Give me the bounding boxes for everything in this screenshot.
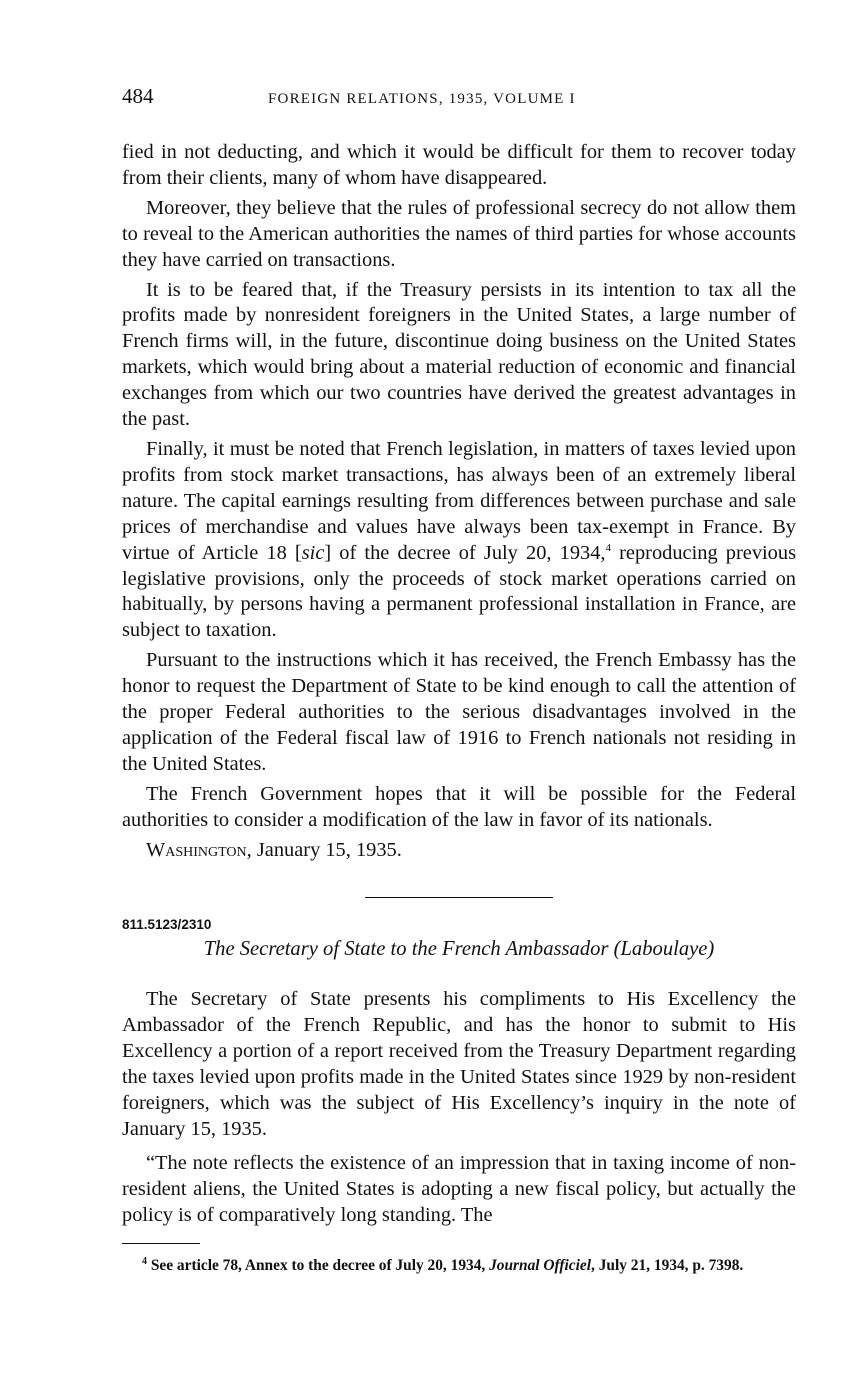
footnote-text-a: See article 78, Annex to the decree of July 20, 1934,	[150, 1256, 490, 1274]
footnote-reference[interactable]: 4	[605, 541, 612, 554]
footnote	[122, 1256, 796, 1276]
paragraph-compliments: The Secretary of State presents his compliments to His Excellency the Ambassador of the French Republic, and has the honor to submit to His Excellency a portion of a report received from the Treasury Department regarding the taxes levied upon profits made in the United States since 1929 by non-resident foreigners, which was the subject of His Excellency’s inquiry in the note of January 15, 1935.	[122, 988, 796, 1140]
footnote-rule	[122, 1243, 200, 1244]
paragraph-quote: “The note reflects the existence of an impression that in taxing income of non-resident aliens, the United States is adopting a new fiscal policy, but actually the policy is of comparatively long standing. The	[122, 1151, 796, 1226]
signoff-place: Washington	[146, 838, 247, 861]
signoff-line	[122, 838, 796, 864]
page-header	[122, 84, 796, 118]
continuation-paragraph: fied in not deducting, and which it would be difficult for them to recover today from their clients, many of whom have disappeared.	[122, 141, 796, 189]
section-divider	[365, 897, 553, 898]
legislation-text-c: reproducing previous legislative provisions, only the proceeds of stock market operations carried on habitually, by persons having a permanent professional installation in France, are subject to taxation.	[122, 541, 797, 642]
document-page	[122, 84, 796, 1276]
legislation-text-b: ] of the decree of July 20, 1934,	[324, 541, 606, 564]
paragraph-secrecy: Moreover, they believe that the rules of professional secrecy do not allow them to reveal to the American authorities the names of third parties for whose accounts they have carried on transactions.	[122, 196, 796, 271]
document-title	[122, 937, 796, 983]
footnote-text-b: , July 21, 1934, p. 7398.	[591, 1256, 744, 1274]
title-name: (Laboulaye)	[613, 938, 715, 961]
title-main: The Secretary of State to the French Ambassador	[203, 938, 609, 961]
page-number: 484	[122, 84, 154, 108]
paragraph-hope: The French Government hopes that it will be possible for the Federal authorities to consider a modification of the law in favor of its nationals.	[122, 782, 796, 831]
paragraph-treasury: It is to be feared that, if the Treasury persists in its intention to tax all the profits made by nonresident foreigners in the United States, a large number of French firms will, in the future, discontinue doing business on the United States markets, which would bring about a material reduction of economic and financial exchanges from which our two countries have derived the greatest advantages in the past.	[122, 278, 796, 431]
footnote-journal: Journal Officiel	[489, 1256, 592, 1274]
legislation-text-a: Finally, it must be noted that French legislation, in matters of taxes levied upon profits from stock market transactions, has always been of an extremely liberal nature. The capital earnings resulting from differences between purchase and sale prices of merchandise and values have always been tax-exempt in France. By virtue of Article 18 [	[122, 437, 796, 564]
running-title: FOREIGN RELATIONS, 1935, VOLUME I	[268, 91, 576, 107]
sic-text: sic	[301, 541, 325, 564]
file-number: 811.5123/2310	[122, 917, 212, 933]
footnote-marker: 4	[142, 1255, 147, 1267]
signoff-date: , January 15, 1935.	[246, 838, 402, 861]
paragraph-request: Pursuant to the instructions which it has received, the French Embassy has the honor to request the Department of State to be kind enough to call the attention of the proper Federal authorities to the serious disadvantages involved in the application of the Federal fiscal law of 1916 to French nationals not residing in the United States.	[122, 649, 796, 775]
paragraph-legislation	[122, 437, 796, 644]
